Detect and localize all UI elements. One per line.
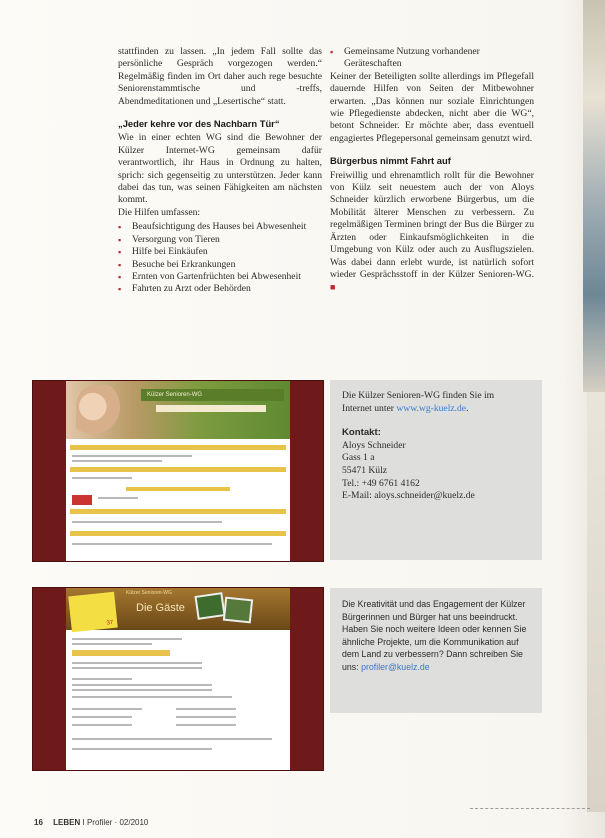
postit-number: 37 [106, 619, 114, 627]
screenshot-thumb [72, 495, 92, 505]
screenshot-text-line [72, 708, 142, 710]
photo-icon [194, 592, 225, 620]
screenshot-text-line [72, 460, 162, 462]
info-box-content [342, 598, 532, 674]
info-box-content [342, 390, 532, 503]
screenshot-bar [72, 650, 170, 656]
info-url-line: Internet unter www.wg-kuelz.de. [342, 402, 469, 414]
screenshot-text-line [72, 748, 212, 750]
list-item: ▪ Hilfe bei Einkäufen [118, 246, 322, 258]
screenshot-text-line [72, 716, 132, 718]
callout-email-link[interactable]: profiler@kuelz.de [361, 661, 430, 672]
right-column [330, 46, 534, 295]
end-mark-icon: ■ [330, 282, 336, 293]
screenshot-banner-subtitle [156, 405, 266, 412]
adjacent-page-edge [587, 392, 605, 812]
section-name: LEBEN [53, 818, 81, 827]
callout-text: Die Kreativität und das Engagement der Külzer Bürgerinnen und Bürger hat uns beeindruckt. Haben Sie noch weitere Ideen oder kennen Sie ähnliche Projekte, um die Kommunikation auf dem Land zu verbessern? Dann schreiben Sie uns: [342, 599, 527, 672]
contact-phone: Tel.: +49 6761 4162 [342, 477, 420, 489]
help-list [118, 221, 322, 295]
screenshot-banner-toptitle: Külzer Senioren-WG [126, 590, 172, 596]
screenshot-text-line [72, 455, 192, 457]
screenshot-bar [70, 467, 286, 472]
screenshot-text-line [72, 638, 182, 640]
care-paragraph: Keiner der Beteiligten sollte allerdings im Pflegefall dauernde Hilfen von Seiten der Mitbewohner erwarten. „Das können nur soziale Einrichtungen wie Pflegedienste abdecken, nicht aber die WG“, betont Schneider. Er möchte aber, dass eventuell engagiertes Pflegepersonal gemeinsam genutzt wird. [330, 70, 534, 144]
info-box-callout [330, 588, 542, 713]
screenshot-text-line [176, 708, 236, 710]
list-item: ▪ Beaufsichtigung des Hauses bei Abwesenheit [118, 221, 322, 233]
bus-paragraph [330, 170, 534, 295]
website-screenshot-home [32, 380, 324, 562]
intro-paragraph: stattfinden zu lassen. „In jedem Fall sollte das persönliche Gespräch vorgezogen werden.“ Regelmäßig finden im Ort daher auch rege besuchte Seniorenstammtische und -treffs, Abendmeditationen und „Lesertische“ statt. [118, 46, 322, 107]
screenshot-banner [66, 381, 290, 439]
screenshot-text-line [72, 477, 132, 479]
screenshot-text-line [72, 684, 212, 686]
screenshot-banner-title: Külzer Senioren-WG [141, 389, 284, 401]
screenshot-bar [70, 509, 286, 514]
website-screenshot-guests [32, 587, 324, 771]
postit-note-icon [68, 592, 118, 633]
photo-icon [223, 597, 253, 624]
left-column [118, 46, 322, 296]
screenshot-bar [126, 487, 230, 491]
screenshot-text-line [72, 738, 272, 740]
section-heading-neighbours: „Jeder kehre vor des Nachbarn Tür“ [118, 118, 280, 130]
list-item: ▪ Ernten von Gartenfrüchten bei Abwesenheit [118, 271, 322, 283]
screenshot-text-line [72, 689, 212, 691]
section-heading-bus: Bürgerbus nimmt Fahrt auf [330, 155, 451, 167]
screenshot-text-line [176, 724, 236, 726]
list-item: ▪ Versorgung von Tieren [118, 234, 322, 246]
help-list-continued [330, 46, 534, 71]
contact-email[interactable]: E-Mail: aloys.schneider@kuelz.de [342, 490, 475, 502]
help-list-intro: Die Hilfen umfassen: [118, 206, 201, 218]
website-link[interactable]: www.wg-kuelz.de [396, 402, 467, 414]
screenshot-banner [66, 588, 290, 630]
contact-name: Aloys Schneider [342, 439, 406, 451]
screenshot-text-line [72, 724, 132, 726]
screenshot-page [66, 381, 290, 561]
list-item: ▪ Gemeinsame Nutzung vorhandener Geräteschaften [330, 46, 534, 71]
footer-separator: I [82, 818, 85, 827]
screenshot-page [66, 588, 290, 770]
screenshot-banner-title: Die Gäste [136, 602, 185, 614]
screenshot-text-line [72, 662, 202, 664]
contact-city: 55471 Külz [342, 464, 388, 476]
screenshot-text-line [72, 643, 152, 645]
magazine-name: Profiler [86, 818, 113, 827]
page-footer [34, 818, 148, 827]
screenshot-text-line [72, 543, 272, 545]
list-item: ▪ Besuche bei Erkrankungen [118, 259, 322, 271]
screenshot-text-line [72, 521, 222, 523]
screenshot-nav-bar [70, 445, 286, 450]
screenshot-text-line [72, 667, 202, 669]
info-box-contact [330, 380, 542, 560]
footer-divider [470, 808, 590, 810]
screenshot-bar [70, 531, 286, 536]
bus-paragraph-text: Freiwillig und ehrenamtlich rollt für die Bewohner von Külz seit neuestem auch der von Aloys Schneider kürzlich erworbene Bürgerbus, um die Mobilität älterer Menschen zu verbessern. Zu regelmäßigen Terminen bringt der Bus die Bürger zu Ärzten oder Einkaufsmöglichkeiten in die Umgebung von Külz oder auch zu Ausflugszielen. Was dabei dann erlebt wurde, ist natürlich sofort wieder Gesprächsstoff in der Külzer Senioren-WG. [330, 169, 534, 280]
info-intro-line: Die Külzer Senioren-WG finden Sie im [342, 390, 495, 401]
contact-heading: Kontakt: [342, 427, 381, 439]
screenshot-text-line [72, 696, 232, 698]
contact-street: Gass 1 a [342, 452, 375, 464]
info-url-prefix: Internet unter [342, 402, 394, 414]
list-item: ▪ Fahrten zu Arzt oder Behörden [118, 283, 322, 295]
footer-separator: · [114, 818, 118, 827]
screenshot-text-line [72, 678, 132, 680]
issue-number: 02/2010 [119, 818, 149, 827]
screenshot-text-line [176, 716, 236, 718]
screenshot-text-line [98, 497, 138, 499]
page-number: 16 [34, 818, 43, 827]
seniors-photo-icon [76, 385, 124, 439]
wg-paragraph: Wie in einer echten WG sind die Bewohner der Külzer Internet-WG gemeinsam dafür verantwortlich, ihr Haus in Ordnung zu halten, sprich: sich gegenseitig zu unterstützen. Jeder kann dabei das tun, was seinen Fähigkeiten am nächsten kommt. [118, 132, 322, 206]
adjacent-page-photo [583, 0, 605, 392]
